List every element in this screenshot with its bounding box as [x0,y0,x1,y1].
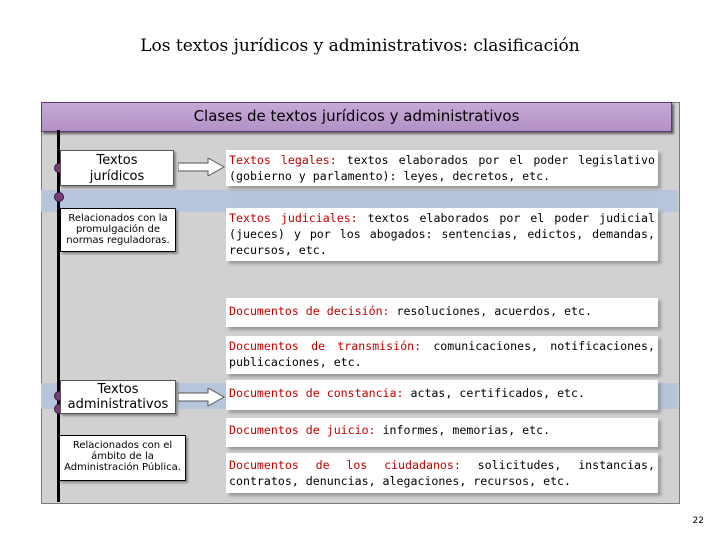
arrow-administrativos-icon [178,388,226,406]
item-term: Documentos de constancia: [229,386,404,400]
item-term: Textos judiciales: [229,211,358,225]
item-desc: resoluciones, acuerdos, etc. [389,304,592,318]
item-desc: informes, memorias, etc. [375,423,551,437]
arrow-juridicos-icon [178,158,226,176]
header-bar [41,102,672,132]
item-term: Documentos de transmisión: [229,339,422,353]
note-administrativos: Relacionados con el ámbito de la Administración Pública. [59,435,186,481]
item-documentos-constancia [226,380,658,410]
page-number: 22 [692,516,704,526]
item-term: Textos legales: [229,153,337,167]
label-textos-administrativos: Textos administrativos [60,380,176,414]
item-desc: textos elaborados por el poder legislativo (gobierno y parlamento): leyes, decretos, etc. [229,153,655,183]
item-desc: solicitudes, instancias, contratos, denuncias, alegaciones, recursos, etc. [229,458,655,488]
item-term: Documentos de juicio: [229,423,376,437]
item-textos-judiciales [226,208,658,261]
item-term: Documentos de los ciudadanos: [229,458,461,472]
slide-title: Los textos jurídicos y administrativos: clasificación [140,36,580,56]
bullet-juridicos-lower-icon [54,192,64,202]
label-textos-juridicos: Textos jurídicos [60,150,174,186]
item-documentos-ciudadanos [226,453,658,493]
item-documentos-transmision [226,336,658,374]
item-textos-legales [226,150,658,186]
item-term: Documentos de decisión: [229,304,390,318]
item-desc: textos elaborados por el poder judicial (jueces) y por los abogados: sentencias, edictos, demandas, recursos, etc. [229,211,656,257]
item-documentos-decision [226,298,658,327]
header-text: Clases de textos jurídicos y administrativos [193,107,520,125]
item-documentos-juicio [226,418,658,447]
item-desc: actas, certificados, etc. [403,386,585,400]
note-juridicos: Relacionados con la promulgación de normas reguladoras. [60,208,176,252]
item-desc: comunicaciones, notificaciones, publicaciones, etc. [229,339,655,369]
